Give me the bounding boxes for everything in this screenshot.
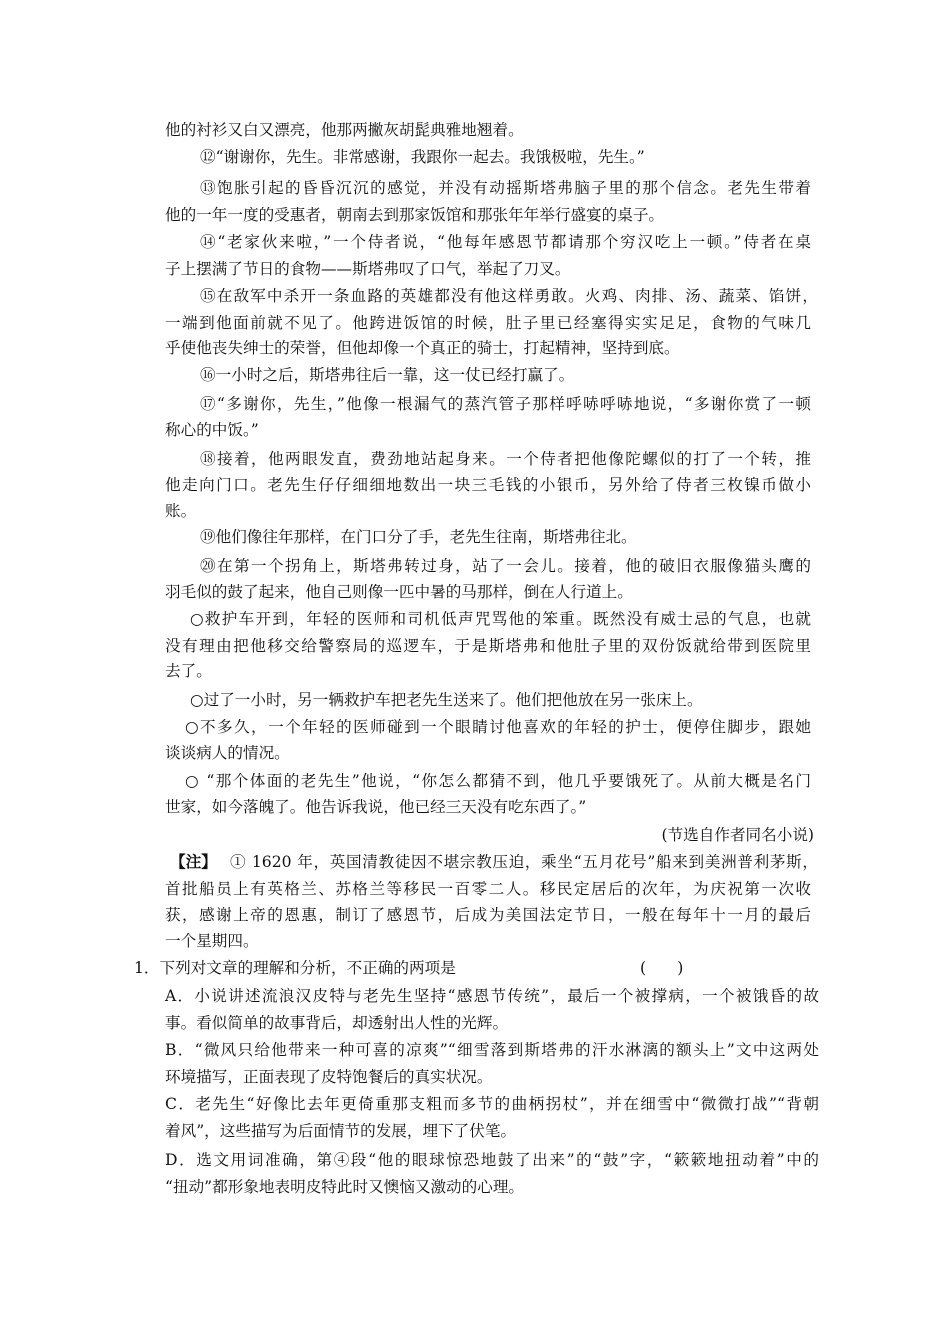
text-line: 他的一年一度的受惠者，朝南去到那家饭馆和那张年年举行盛宴的桌子。: [165, 206, 665, 224]
text-line: ⑬饱胀引起的昏昏沉沉的感觉，并没有动摇斯塔弗脑子里的那个信念。老先生带着: [200, 179, 811, 197]
note-line: 获，感谢上帝的恩惠，制订了感恩节，后成为美国法定节日，一般在每年十一月的最后: [165, 906, 811, 924]
text-line: 没有理由把他移交给警察局的巡逻车，于是斯塔弗和他肚子里的双份饭就给带到医院里: [165, 637, 811, 655]
text-line: ⑳在第一个拐角上，斯塔弗转过身，站了一会儿。接着，他的破旧衣服像猫头鹰的: [200, 557, 811, 575]
text-line: 乎使他丧失绅士的荣誉，但他却像一个真正的骑士，打起精神，坚持到底。: [165, 339, 680, 357]
text-line: 谈谈病人的情况。: [165, 744, 290, 762]
text-line: ○不多久，一个年轻的医师碰到一个眼睛讨他喜欢的年轻的护士，便停住脚步，跟她: [185, 718, 811, 736]
text-line: ⑰“多谢你，先生，”他像一根漏气的蒸汽管子那样呼哧呼哧地说，“多谢你赏了一顿: [200, 395, 811, 413]
note-line: 一个星期四。: [165, 932, 259, 950]
text-line: 他走向门口。老先生仔仔细细地数出一块三毛钱的小银币，另外给了侍者三枚镍币做小: [165, 476, 811, 494]
text-line: ⑮在敌军中杀开一条血路的英雄都没有他这样勇敢。火鸡、肉排、汤、蔬菜、馅饼，: [200, 287, 818, 305]
answer-blank: ( ): [640, 959, 684, 977]
note-line: 首批船员上有英格兰、苏格兰等移民一百零二人。移民定居后的次年，为庆祝第一次收: [165, 880, 811, 898]
text-line: 羽毛似的鼓了起来，他自己则像一匹中暑的马那样，倒在人行道上。: [165, 583, 633, 601]
question-stem: 1．下列对文章的理解和分析，不正确的两项是: [134, 959, 456, 977]
text-line: 子上摆满了节日的食物——斯塔弗叹了口气，举起了刀叉。: [165, 260, 571, 278]
text-line: ⑱接着，他两眼发直，费劲地站起身来。一个侍者把他像陀螺似的打了一个转，推: [200, 450, 811, 468]
text-line: ⑫“谢谢你，先生。非常感谢，我跟你一起去。我饿极啦，先生。”: [200, 148, 645, 166]
text-line: ○过了一小时，另一辆救护车把老先生送来了。他们把他放在另一张床上。: [190, 691, 703, 709]
option-d: D．选文用词准确，第④段“他的眼球惊恐地鼓了出来”的“鼓”字，“簌簌地扭动着”中的: [165, 1151, 819, 1169]
option-a: A．小说讲述流浪汉皮特与老先生坚持“感恩节传统”，最后一个被撑病，一个被饿昏的故: [165, 987, 819, 1005]
text-line: 账。: [165, 502, 197, 520]
text-line: 世家，如今落魄了。他告诉我说，他已经三天没有吃东西了。”: [165, 798, 587, 816]
option-a-cont: 事。看似简单的故事背后，却透射出人性的光辉。: [165, 1014, 509, 1032]
text-line: 一端到他面前就不见了。他跨进饭馆的时候，肚子里已经塞得实实足足，食物的气味几: [165, 314, 811, 332]
text-line: ○ “那个体面的老先生”他说，“你怎么都猜不到，他几乎要饿死了。从前大概是名门: [185, 772, 811, 790]
option-c-cont: 着风”，这些描写为后面情节的发展，埋下了伏笔。: [165, 1122, 517, 1140]
option-c: C．老先生“好像比去年更倚重那支粗而多节的曲柄拐杖”，并在细雪中“微微打战”“背朝: [165, 1095, 819, 1113]
note-line: ① 1620 年，英国清教徒因不堪宗教压迫，乘坐“五月花号”船来到美洲普利茅斯，: [230, 853, 818, 871]
text-line: 称心的中饭。”: [165, 421, 259, 439]
option-b-cont: 环境描写，正面表现了皮特饱餐后的真实状况。: [165, 1068, 493, 1086]
text-line: ⑯一小时之后，斯塔弗往后一靠，这一仗已经打赢了。: [200, 366, 575, 384]
text-line: 他的衬衫又白又漂亮，他那两撇灰胡髭典雅地翘着。: [165, 121, 524, 139]
text-line: 去了。: [165, 662, 212, 680]
source-citation: (节选自作者同名小说): [661, 826, 814, 844]
option-b: B．“微风只给他带来一种可喜的凉爽”“细雪落到斯塔弗的汗水淋漓的额头上”文中这两处: [165, 1041, 819, 1059]
text-line: ⑲他们像往年那样，在门口分了手，老先生往南，斯塔弗往北。: [200, 528, 637, 546]
text-line: ⑭“老家伙来啦，”一个侍者说，“他每年感恩节都请那个穷汉吃上一顿。”侍者在桌: [200, 233, 811, 251]
option-d-cont: “扭动”都形象地表明皮特此时又懊恼又激动的心理。: [165, 1178, 525, 1196]
text-line: ○救护车开到，年轻的医师和司机低声咒骂他的笨重。既然没有威士忌的气息，也就: [190, 610, 811, 628]
note-label: 【注】: [170, 852, 217, 871]
